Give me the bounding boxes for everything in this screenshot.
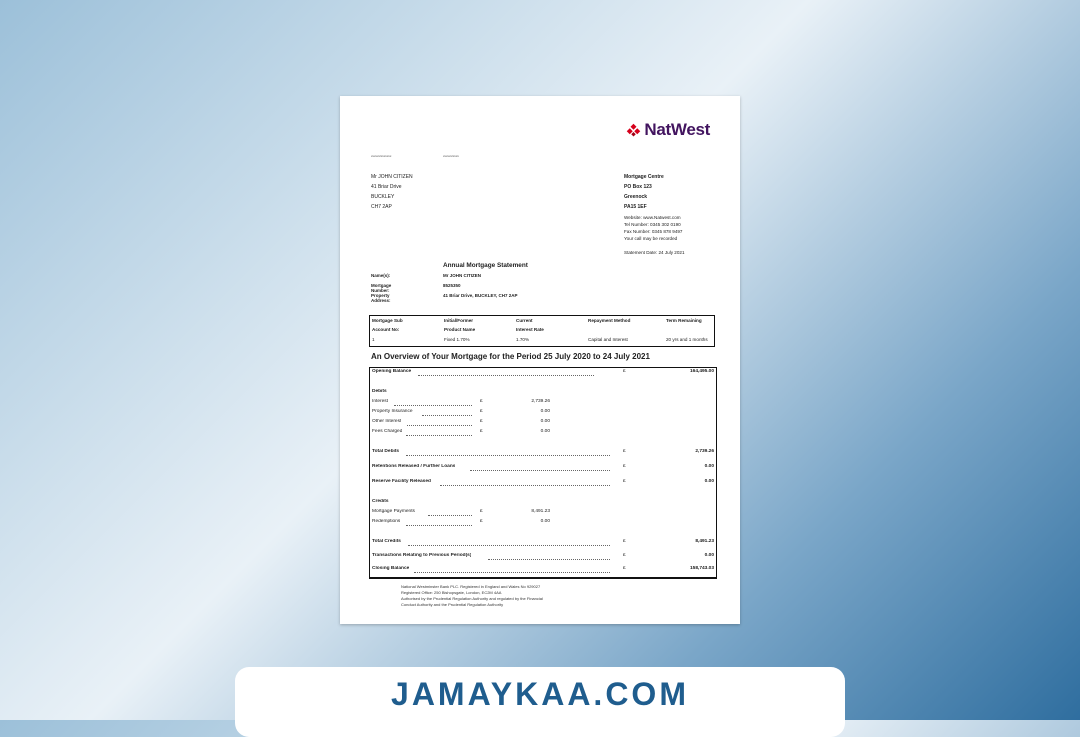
row-amount: 158,743.03: [689, 566, 714, 571]
table-cell: 20 yrs and 1 months: [666, 337, 708, 342]
row-label: Property Insurance: [372, 409, 413, 414]
row-amount: 2,739.26: [695, 449, 714, 454]
currency-symbol: £: [480, 419, 483, 424]
logo-text: NatWest: [644, 120, 710, 139]
currency-symbol: £: [480, 399, 483, 404]
row-amount: 0.00: [704, 553, 714, 558]
row-label: Retentions Released / Further Loans: [372, 464, 456, 469]
dot-leader: [428, 515, 472, 516]
row-amount: 0.00: [704, 464, 714, 469]
dot-leader: [422, 415, 472, 416]
dot-leader: [470, 470, 610, 471]
brand-text: JAMAYKAA.COM: [391, 676, 689, 712]
currency-symbol: £: [623, 369, 626, 374]
contact-line: Fax Number: 0345 878 9497: [624, 229, 683, 234]
row-amount: 0.00: [540, 519, 550, 524]
row-label: Mortgage Payments: [372, 509, 415, 514]
dot-leader: [440, 485, 610, 486]
row-label: Fees Charged: [372, 429, 403, 434]
table-header: Product Name: [444, 327, 476, 332]
row-label: Reserve Facility Released: [372, 479, 431, 484]
dot-leader: [407, 425, 472, 426]
overview-table: [369, 367, 717, 579]
table-header: Current: [516, 318, 533, 323]
dot-leader: [406, 455, 610, 456]
brand-banner: [235, 667, 845, 737]
footer-line: Conduct Authority and the Prudential Regulation Authority: [401, 602, 504, 607]
table-header: Interest Rate: [516, 327, 544, 332]
row-label: Interest: [372, 399, 388, 404]
legal-footer: [401, 584, 543, 608]
natwest-logo: [626, 120, 710, 140]
detail-label: Name(s):: [371, 273, 391, 278]
row-amount: 0.00: [704, 479, 714, 484]
row-label: Opening Balance: [372, 369, 412, 374]
statement-date: Statement Date: 24 July 2021: [624, 250, 685, 255]
dot-leader: [406, 525, 472, 526]
currency-symbol: £: [480, 519, 483, 524]
table-cell: Capital and Interest: [588, 337, 628, 342]
address-line: PA15 1EF: [624, 204, 647, 210]
row-amount: 0.00: [540, 419, 550, 424]
table-header: Initial/Former: [444, 318, 474, 323]
currency-symbol: £: [480, 429, 483, 434]
table-header: Mortgage Sub: [372, 318, 403, 323]
address-line: Mortgage Centre: [624, 174, 664, 180]
address-line: PO Box 123: [624, 184, 652, 190]
product-table: [369, 315, 715, 347]
contact-info: [624, 214, 682, 242]
address-line: 41 Briar Drive: [371, 184, 402, 190]
address-line: Greenock: [624, 194, 648, 200]
row-label: Total Debits: [372, 449, 400, 454]
dot-leader: [406, 435, 472, 436]
row-amount: 8,491.23: [695, 539, 714, 544]
contact-line: Website: www.Natwest.com: [624, 215, 681, 220]
row-amount: 8,491.23: [531, 509, 550, 514]
currency-symbol: £: [623, 566, 626, 571]
detail-value: 41 Briar Drive, BUCKLEY, CH7 2AP: [443, 293, 518, 298]
row-amount: 164,495.00: [689, 369, 714, 374]
row-amount: 2,739.26: [531, 399, 550, 404]
dot-leader: [414, 572, 610, 573]
section-heading: Credits: [372, 499, 389, 504]
address-line: BUCKLEY: [371, 194, 395, 200]
footer-line: National Westminster Bank PLC. Registered in England and Wales No 929027: [401, 584, 541, 589]
statement-title: Annual Mortgage Statement: [443, 262, 528, 269]
statement-page: [340, 96, 740, 624]
dot-leader: [418, 375, 594, 376]
row-amount: 0.00: [540, 429, 550, 434]
footer-line: Registered Office: 250 Bishopsgate, London, EC2M 4AA: [401, 590, 502, 595]
dot-leader: [488, 559, 610, 560]
table-cell: 1: [372, 337, 375, 342]
contact-line: Tel Number: 0345 302 0190: [624, 222, 681, 227]
address-line: Mr JOHN CITIZEN: [371, 174, 413, 180]
address-line: CH7 2AP: [371, 204, 392, 210]
natwest-cubes-icon: [626, 123, 641, 138]
table-header: Repayment Method: [588, 318, 631, 323]
currency-symbol: £: [480, 409, 483, 414]
detail-value: 8525350: [443, 283, 461, 288]
row-label: Closing Balance: [372, 566, 410, 571]
currency-symbol: £: [623, 539, 626, 544]
table-cell: Fixed 1.70%: [444, 337, 470, 342]
table-header: Account No:: [372, 327, 400, 332]
currency-symbol: £: [480, 509, 483, 514]
footer-line: Authorised by the Prudential Regulation Authority and regulated by the Financial: [401, 596, 543, 601]
table-cell: 1.70%: [516, 337, 530, 342]
row-label: Transactions Relating to Previous Period(s): [372, 553, 472, 558]
currency-symbol: £: [623, 464, 626, 469]
detail-label: Mortgage Number:: [371, 283, 392, 293]
section-heading: Debits: [372, 389, 387, 394]
currency-symbol: £: [623, 449, 626, 454]
overview-title: An Overview of Your Mortgage for the Period 25 July 2020 to 24 July 2021: [371, 352, 650, 361]
detail-value: Mr JOHN CITIZEN: [443, 273, 482, 278]
reference-code: xxxxxx/xxxxxxx: [371, 154, 392, 158]
mortgage-centre-address: [624, 172, 664, 212]
currency-symbol: £: [623, 479, 626, 484]
row-label: Redemptions: [372, 519, 401, 524]
currency-symbol: £: [623, 553, 626, 558]
row-label: Other Interest: [372, 419, 402, 424]
contact-line: Your call may be recorded: [624, 236, 678, 241]
recipient-address: [371, 172, 413, 212]
dot-leader: [394, 405, 472, 406]
reference-code: xxxxxx/xxxx: [443, 154, 459, 158]
table-header: Term Remaining: [666, 318, 702, 323]
detail-label: Property Address:: [371, 293, 391, 303]
dot-leader: [408, 545, 610, 546]
row-label: Total Credits: [372, 539, 401, 544]
row-amount: 0.00: [540, 409, 550, 414]
